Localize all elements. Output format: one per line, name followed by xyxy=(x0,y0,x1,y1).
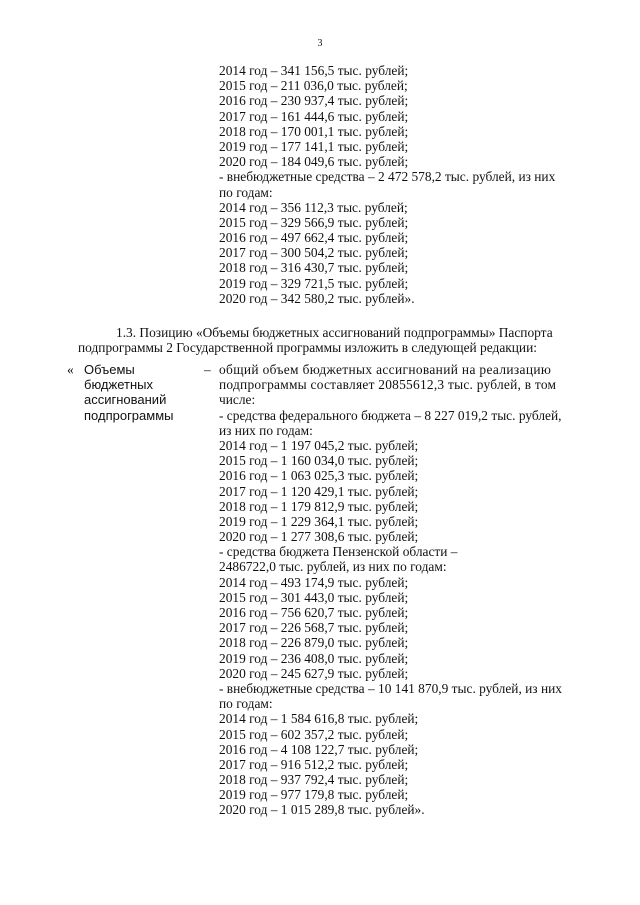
year-line: 2016 год – 230 937,4 тыс. рублей; xyxy=(219,93,409,109)
extrabudget-intro: - внебюджетные средства – 2 472 578,2 тыс. рублей, из них xyxy=(219,169,556,185)
year-line: 2020 год – 184 049,6 тыс. рублей; xyxy=(219,154,409,170)
total-intro-text: подпрограммы составляет 20855612,3 тыс. рублей, в том xyxy=(219,377,557,393)
year-line: 2014 год – 341 156,5 тыс. рублей; xyxy=(219,63,409,78)
extrabudget-intro-cont: по годам: xyxy=(219,696,273,712)
year-line: 2017 год – 161 444,6 тыс. рублей; xyxy=(219,108,409,124)
year-line: 2016 год – 756 620,7 тыс. рублей; xyxy=(219,605,409,620)
section-heading-line-2: подпрограммы 2 Государственной программы изложить в следующей редакции: xyxy=(78,340,537,355)
label-line: бюджетных xyxy=(84,377,153,393)
total-intro-text: общий объем бюджетных ассигнований на реализацию xyxy=(219,362,552,377)
year-line: 2016 год – 497 662,4 тыс. рублей; xyxy=(219,230,409,246)
year-line: 2018 год – 937 792,4 тыс. рублей; xyxy=(219,772,409,788)
year-line: 2018 год – 1 179 812,9 тыс. рублей; xyxy=(219,498,419,514)
total-intro-line xyxy=(219,377,598,392)
year-line: 2019 год – 1 229 364,1 тыс. рублей; xyxy=(219,513,419,529)
year-line: 2015 год – 211 036,0 тыс. рублей; xyxy=(219,78,408,94)
year-line: 2016 год – 4 108 122,7 тыс. рублей; xyxy=(219,741,419,757)
year-line: 2019 год – 236 408,0 тыс. рублей; xyxy=(219,650,409,666)
year-line: 2014 год – 356 112,3 тыс. рублей; xyxy=(219,199,408,215)
year-line: 2015 год – 1 160 034,0 тыс. рублей; xyxy=(219,453,419,469)
year-line: 2017 год – 300 504,2 тыс. рублей; xyxy=(219,245,409,261)
year-line: 2016 год – 1 063 025,3 тыс. рублей; xyxy=(219,468,419,484)
page-number: 3 xyxy=(317,38,323,49)
year-line: 2017 год – 226 568,7 тыс. рублей; xyxy=(219,620,409,636)
year-line: 2015 год – 301 443,0 тыс. рублей; xyxy=(219,589,409,605)
label-line: Объемы xyxy=(84,362,135,377)
top-funding-block xyxy=(219,63,598,306)
year-line: 2017 год – 916 512,2 тыс. рублей; xyxy=(219,756,409,772)
label-line: подпрограммы xyxy=(84,407,174,423)
regional-intro: - средства бюджета Пензенской области – xyxy=(219,544,458,560)
open-quote: « xyxy=(67,362,74,377)
separator-dash: – xyxy=(204,362,211,377)
passport-label xyxy=(84,362,194,423)
year-line: 2019 год – 177 141,1 тыс. рублей; xyxy=(219,138,409,154)
year-line: 2017 год – 1 120 429,1 тыс. рублей; xyxy=(219,483,419,499)
year-line: 2014 год – 1 584 616,8 тыс. рублей; xyxy=(219,711,419,727)
year-line: 2014 год – 493 174,9 тыс. рублей; xyxy=(219,574,409,590)
total-intro-line: числе: xyxy=(219,392,256,408)
regional-intro-cont: 2486722,0 тыс. рублей, из них по годам: xyxy=(219,559,447,575)
federal-intro: - средства федерального бюджета – 8 227 019,2 тыс. рублей, xyxy=(219,407,562,423)
year-line: 2018 год – 316 430,7 тыс. рублей; xyxy=(219,260,409,276)
year-line: 2018 год – 170 001,1 тыс. рублей; xyxy=(219,123,409,139)
label-line: ассигнований xyxy=(84,392,167,408)
year-line: 2020 год – 342 580,2 тыс. рублей». xyxy=(219,290,415,306)
year-line: 2019 год – 977 179,8 тыс. рублей; xyxy=(219,787,409,803)
year-line: 2020 год – 1 015 289,8 тыс. рублей». xyxy=(219,802,425,818)
year-line: 2019 год – 329 721,5 тыс. рублей; xyxy=(219,275,409,291)
year-line: 2020 год – 1 277 308,6 тыс. рублей; xyxy=(219,529,419,545)
total-intro-line xyxy=(219,362,598,377)
year-line: 2015 год – 329 566,9 тыс. рублей; xyxy=(219,214,409,230)
section-heading-line-1: 1.3. Позицию «Объемы бюджетных ассигнований подпрограммы» Паспорта xyxy=(116,325,553,340)
extrabudget-intro-cont: по годам: xyxy=(219,184,273,200)
passport-value xyxy=(219,362,598,818)
year-line: 2014 год – 1 197 045,2 тыс. рублей; xyxy=(219,437,419,453)
federal-intro-cont: из них по годам: xyxy=(219,422,313,438)
year-line: 2015 год – 602 357,2 тыс. рублей; xyxy=(219,726,409,742)
extrabudget-intro: - внебюджетные средства – 10 141 870,9 тыс. рублей, из них xyxy=(219,680,562,696)
year-line: 2020 год – 245 627,9 тыс. рублей; xyxy=(219,665,409,681)
year-line: 2018 год – 226 879,0 тыс. рублей; xyxy=(219,635,409,651)
